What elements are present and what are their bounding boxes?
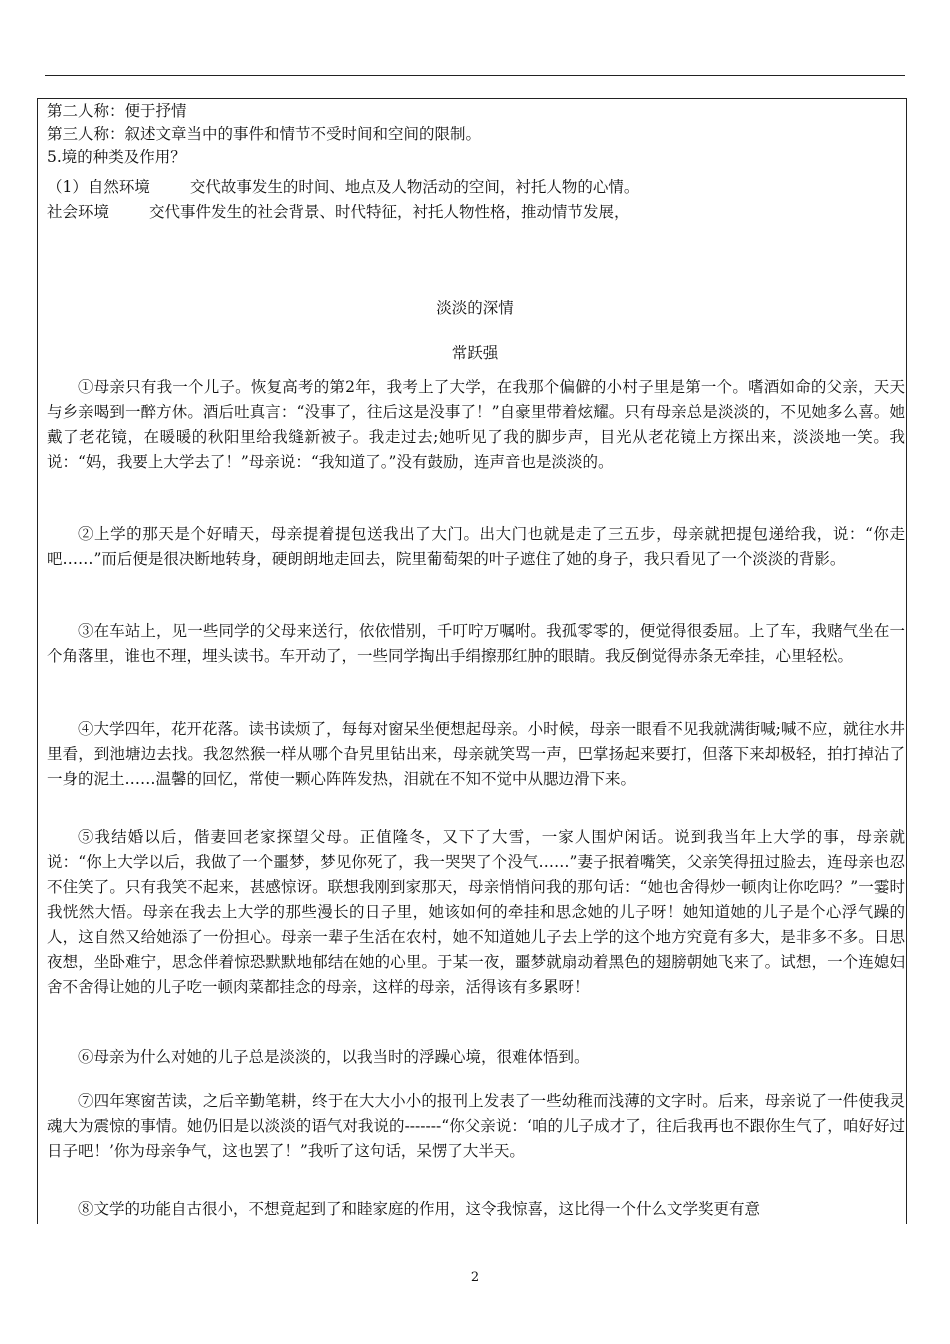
article-title: 淡淡的深情 — [436, 299, 514, 317]
note-social-environment — [47, 202, 630, 222]
paragraph-8: ⑧文学的功能自古很小，不想竟起到了和睦家庭的作用，这令我惊喜，这比得一个什么文学奖更有意 — [78, 1200, 761, 1218]
note-environment-question: 5.境的种类及作用？ — [47, 148, 186, 166]
article-author: 常跃强 — [451, 344, 499, 362]
header-rule — [45, 75, 905, 76]
paragraph-6: ⑥母亲为什么对她的儿子总是淡淡的，以我当时的浮躁心境，很难体悟到。 — [78, 1048, 590, 1066]
paragraph-1: ①母亲只有我一个儿子。恢复高考的第2年，我考上了大学，在我那个偏僻的小村子里是第一个。嗜酒如命的父亲，天天与乡亲喝到一醉方休。酒后吐真言：“没事了，往后这是没事了！”自豪里带着炫耀。只有母亲总是淡淡的，不见她多么喜。她戴了老花镜，在暖暖的秋阳里给我缝新被子。我走过去;她听见了我的脚步声，目光从老花镜上方探出来，淡淡地一笑。我说：“妈，我要上大学去了！”母亲说：“我知道了。”没有鼓励，连声音也是淡淡的。 — [47, 378, 905, 471]
paragraph-5: ⑤我结婚以后，偕妻回老家探望父母。正值隆冬，又下了大雪，一家人围炉闲话。说到我当年上大学的事，母亲就说：“你上大学以后，我做了一个噩梦，梦见你死了，我一哭哭了个没气……”妻子抿着嘴笑，父亲笑得扭过脸去，连母亲也忍不住笑了。只有我笑不起来，甚感惊讶。联想我刚到家那天，母亲悄悄问我的那句话：“她也舍得炒一顿肉让你吃吗？”一霎时我恍然大悟。母亲在我去上大学的那些漫长的日子里，她该如何的牵挂和思念她的儿子呀！她知道她的儿子是个心浮气躁的人，这自然又给她添了一份担心。母亲一辈子生活在农村，她不知道她儿子去上学的这个地方究竟有多大，是非多不多。日思夜想，坐卧难宁，思念伴着惊恐默默地郁结在她的心里。于某一夜，噩梦就扇动着黑色的翅膀朝她飞来了。试想，一个连媳妇舍不舍得让她的儿子吃一顿肉菜都挂念的母亲，这样的母亲，活得该有多累呀！ — [47, 828, 905, 996]
social-environment-label: 社会环境 — [47, 203, 110, 221]
paragraph-3: ③在车站上，见一些同学的父母来送行，依依惜别，千叮咛万嘱咐。我孤零零的，便觉得很委屈。上了车，我赌气坐在一个角落里，谁也不理，埋头读书。车开动了，一些同学掏出手绢擦那红肿的眼睛。我反倒觉得赤条无牵挂，心里轻松。 — [47, 622, 905, 665]
page-number: 2 — [470, 1270, 480, 1285]
natural-environment-text: 交代故事发生的时间、地点及人物活动的空间，衬托人物的心情。 — [189, 178, 640, 196]
note-natural-environment — [47, 177, 639, 197]
natural-environment-label: （1）自然环境 — [47, 178, 150, 196]
social-environment-text: 交代事件发生的社会背景、时代特征，衬托人物性格，推动情节发展， — [149, 203, 630, 221]
note-second-person: 第二人称：便于抒情 — [47, 102, 187, 120]
paragraph-4: ④大学四年，花开花落。读书读烦了，每每对窗呆坐便想起母亲。小时候，母亲一眼看不见我就满街喊;喊不应，就往水井里看，到池塘边去找。我忽然猴一样从哪个旮旯里钻出来，母亲就笑骂一声，巴掌扬起来要打，但落下来却极轻，拍打掉沾了一身的泥土……温馨的回忆，常使一颗心阵阵发热，泪就在不知不觉中从腮边滑下来。 — [47, 720, 905, 788]
paragraph-7: ⑦四年寒窗苦读，之后辛勤笔耕，终于在大大小小的报刊上发表了一些幼稚而浅薄的文字时。后来，母亲说了一件使我灵魂大为震惊的事情。她仍旧是以淡淡的语气对我说的-------“你父亲说：‘咱的儿子成才了，往后我再也不跟你生气了，咱好好过日子吧！’你为母亲争气，这也罢了！”我听了这句话，呆愣了大半天。 — [47, 1092, 905, 1160]
note-third-person: 第三人称：叙述文章当中的事件和情节不受时间和空间的限制。 — [47, 125, 482, 143]
paragraph-2: ②上学的那天是个好晴天，母亲提着提包送我出了大门。出大门也就是走了三五步，母亲就把提包递给我，说：“你走吧……”而后便是很决断地转身，硬朗朗地走回去，院里葡萄架的叶子遮住了她的身子，我只看见了一个淡淡的背影。 — [47, 525, 905, 568]
